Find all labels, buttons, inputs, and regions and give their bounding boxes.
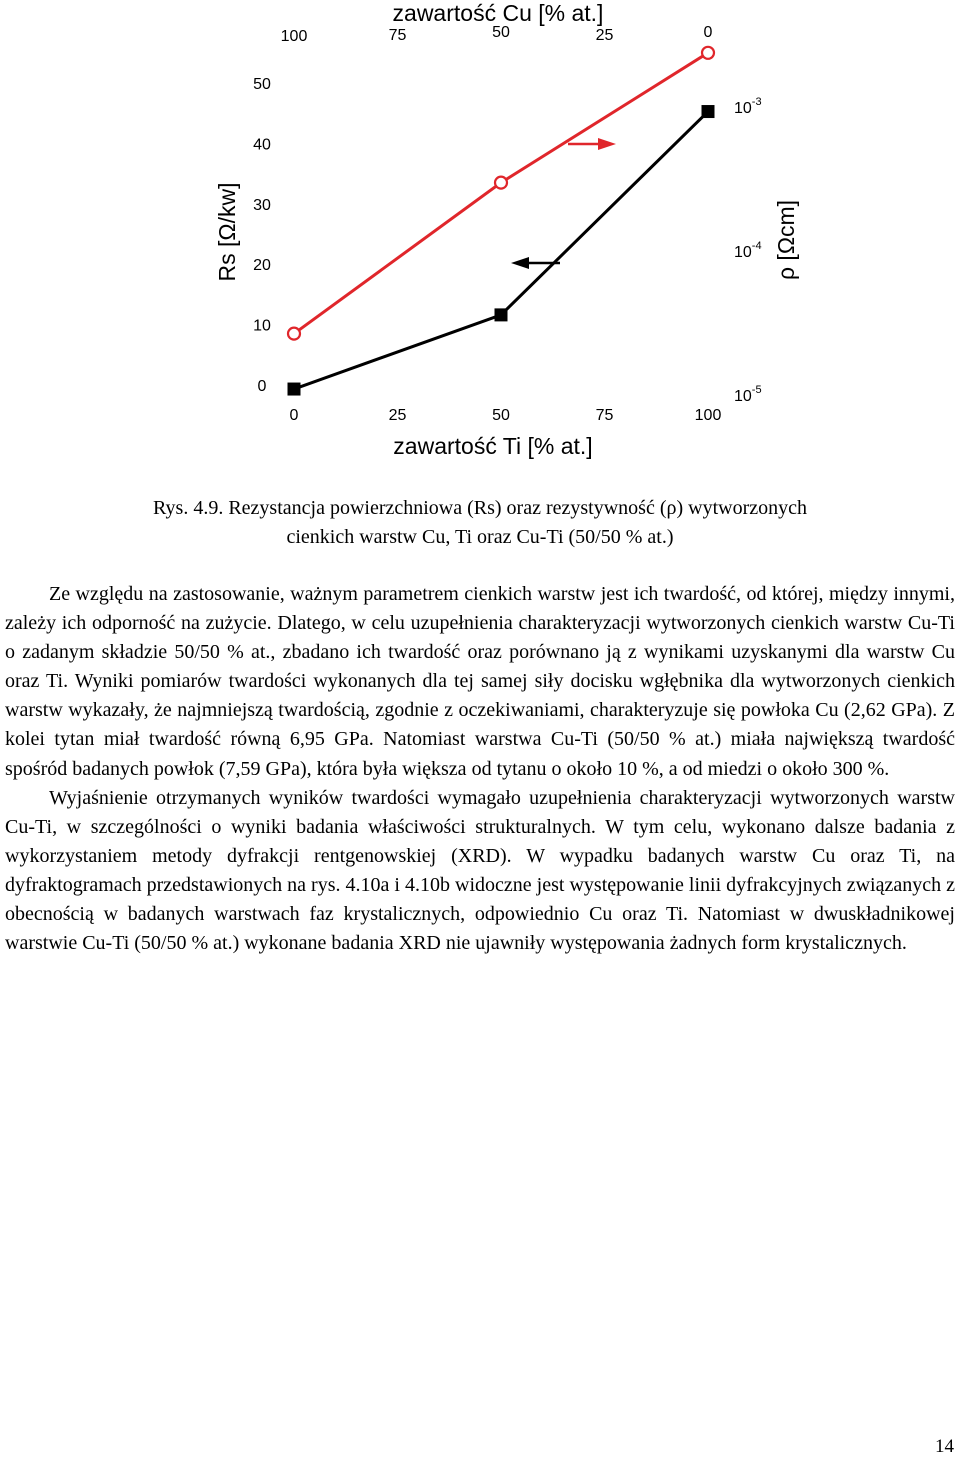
- y-right-tick-label: $10^{-5}$: [734, 384, 762, 405]
- rho-axis-arrow-head: [511, 257, 529, 269]
- y-right-axis-label: ρ [Ωcm]: [773, 199, 799, 281]
- x-bottom-tick-label: 100: [694, 407, 722, 424]
- rs-series-line: [294, 53, 708, 334]
- rho-data-point: [702, 105, 715, 118]
- rho-series-line: [294, 112, 708, 390]
- resistance-chart: [0, 0, 960, 470]
- paragraph-xrd: Wyjaśnienie otrzymanych wyników twardości wymagało uzupełnienia charakteryzacji wytworzonych warstw Cu-Ti, w szczególności o wyniki badania właściwości strukturalnych. W tym celu, wykonano dalsze badania z wykorzystaniem metody dyfrakcji rentgenowskiej (XRD). W wypadku badanych warstw Cu oraz Ti, na dyfraktogramach przedstawionych na rys. 4.10a i 4.10b widoczne jest występowanie linii dyfrakcyjnych związanych z obecnością w badanych warstwach faz krystalicznych, odpowiednio Cu oraz Ti. Natomiast w dwuskładnikowej warstwie Cu-Ti (50/50 % at.) wykonane badania XRD nie ujawniły występowania żadnych form krystalicznych.: [5, 786, 955, 955]
- x-bottom-tick-label: 50: [492, 407, 510, 424]
- x-top-axis-label: zawartość Cu [% at.]: [392, 0, 604, 26]
- y-left-axis-label: Rs [Ω/kw]: [214, 182, 240, 282]
- y-left-tick-label: 50: [253, 76, 271, 93]
- page-number: 14: [935, 1436, 954, 1457]
- y-left-tick-label: 0: [257, 378, 267, 395]
- x-top-tick-label: 75: [388, 27, 407, 44]
- rs-data-point: [495, 177, 507, 189]
- x-bottom-tick-label: 0: [289, 407, 299, 424]
- rho-data-point: [288, 383, 301, 396]
- figure-caption-line-2: cienkich warstw Cu, Ti oraz Cu-Ti (50/50 % at.): [286, 526, 674, 548]
- x-bottom-axis-label: zawartość Ti [% at.]: [393, 433, 593, 459]
- y-right-tick-label: $10^{-4}$: [734, 240, 762, 261]
- y-right-tick-label: $10^{-3}$: [734, 96, 762, 117]
- rho-data-point: [495, 308, 508, 321]
- x-top-tick-label: 50: [492, 24, 510, 41]
- x-bottom-tick-label: 75: [595, 407, 614, 424]
- rs-data-point: [702, 47, 714, 59]
- y-left-tick-label: 20: [253, 257, 271, 275]
- figure-caption-line-1: Rys. 4.9. Rezystancja powierzchniowa (Rs) oraz rezystywność (ρ) wytworzonych: [153, 497, 807, 519]
- x-top-tick-label: 100: [280, 28, 308, 45]
- rs-data-point: [288, 328, 300, 340]
- paragraph-hardness: Ze względu na zastosowanie, ważnym parametrem cienkich warstw jest ich twardość, od której, między innymi, zależy ich odporność na zużycie. Dlatego, w celu uzupełnienia charakteryzacji wytworzonych cienkich warstw Cu-Ti o zadanym składzie 50/50 % at., zbadano ich twardość oraz porównano ją z wynikami uzyskanymi dla warstw Cu oraz Ti. Wyniki pomiarów twardości wykonanych dla tej samej siły docisku wgłębnika dla wytworzonych cienkich warstw wykazały, że najmniejszą twardością, zgodnie z oczekiwaniami, charakteryzuje się powłoka Cu (2,62 GPa). Z kolei tytan miał twardość równą 6,95 GPa. Natomiast warstwa Cu-Ti (50/50 % at.) miała największą twardość spośród badanych powłok (7,59 GPa), która była większa od tytanu o około 10 %, a od miedzi o około 300 %.: [5, 583, 955, 780]
- x-top-tick-label: 25: [595, 27, 614, 44]
- body-text: [5, 580, 955, 958]
- rs-axis-arrow-head: [598, 138, 616, 150]
- x-top-tick-label: 0: [703, 24, 713, 41]
- x-bottom-tick-label: 25: [388, 407, 407, 424]
- y-left-tick-label: 40: [253, 136, 271, 154]
- y-left-tick-label: 30: [253, 196, 271, 214]
- y-left-tick-label: 10: [253, 317, 271, 335]
